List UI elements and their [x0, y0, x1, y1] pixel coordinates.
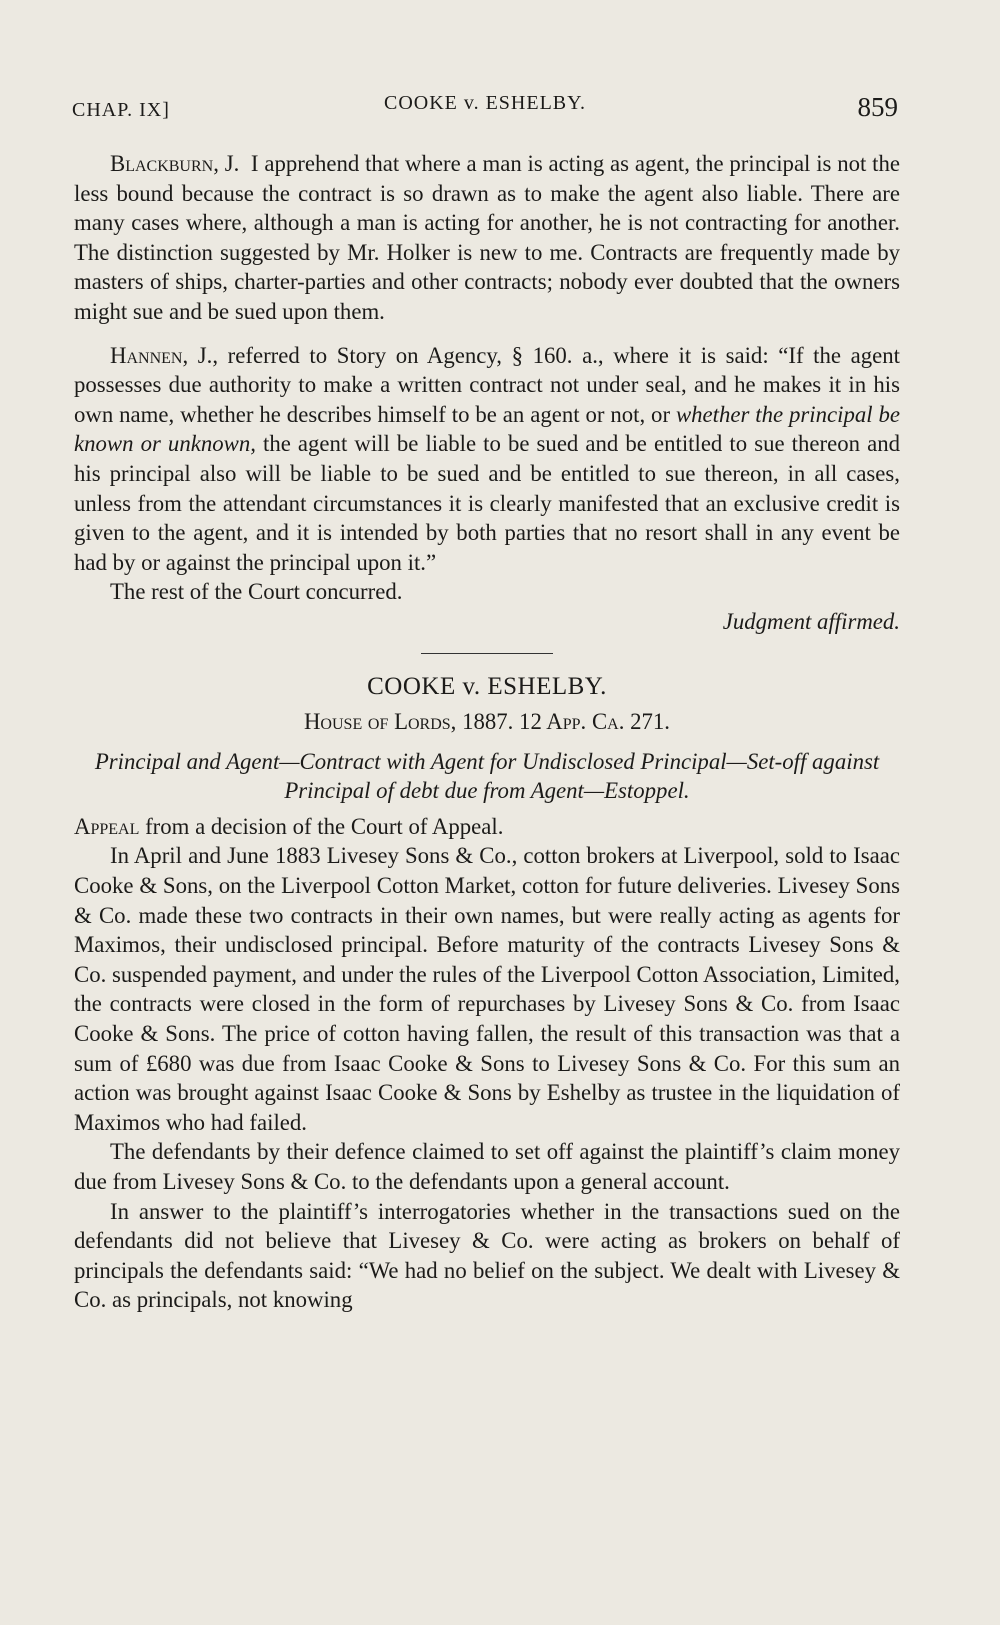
page-number: 859 — [857, 92, 898, 122]
hannen-paragraph — [74, 341, 900, 578]
hannen-text-before: , referred to Story on Agency, § 160. a., where it is said: “If the agent possesses due authority to make a written contract not under seal, and he makes it in his own name, whether he describes himself to be an agent or not, or — [74, 342, 900, 427]
speaker-hannen: Hannen, J. — [110, 342, 213, 368]
blackburn-paragraph — [74, 149, 900, 327]
appeal-text: from a decision of the Court of Appeal. — [139, 813, 504, 839]
blackburn-text: I apprehend that where a man is acting as agent, the principal is not the less bound because the contract is so drawn as to make the agent also liable. There are many cases where, although a man is acting for another, he is not contracting for another. The distinction suggested by Mr. Holker is new to me. Contracts are frequently made by masters of ships, charter-parties and other contracts; nobody ever doubted that the owners might sue and be sued upon them. — [74, 151, 900, 324]
case-title: COOKE v. ESHELBY. — [367, 672, 607, 700]
facts-paragraph-1: In April and June 1883 Livesey Sons & Co., cotton brokers at Liverpool, sold to Isaac Cooke & Sons, on the Liverpool Cotton Market, cotton for future deliveries. Livesey Sons & Co. made these two contracts in their own names, but were really acting as agents for Maximos, their undisclosed principal. Before maturity of the contracts Livesey Sons & Co. suspended payment, and under the rules of the Liverpool Cotton Association, Limited, the contracts were closed in the form of repurchases by Livesey Sons & Co. from Isaac Cooke & Sons. The price of cotton having fallen, the result of this transaction was that a sum of £680 was due from Isaac Cooke & Sons to Livesey Sons & Co. For this sum an action was brought against Isaac Cooke & Sons by Eshelby as trustee in the liquidation of Maximos who had failed. — [74, 843, 900, 1135]
facts-paragraph-2: The defendants by their defence claimed to set off against the plaintiff’s claim money due from Livesey Sons & Co. to the defendants upon a general account. — [74, 1139, 900, 1194]
section-divider — [421, 653, 553, 654]
case-headnote: Principal and Agent—Contract with Agent for Undisclosed Principal—Set-off against Principal of debt due from Agent—Estoppel. — [94, 748, 880, 804]
speaker-blackburn: Blackburn, J. — [110, 151, 240, 176]
judgment-line: Judgment affirmed. — [722, 608, 900, 634]
hannen-italic-phrase: whether the principal be known or unknown, — [74, 401, 900, 457]
running-header — [72, 92, 898, 132]
case-citation: House of Lords, 1887. 12 App. Ca. 271. — [303, 709, 671, 735]
chapter-label: CHAP. IX] — [72, 99, 170, 121]
page-body — [74, 149, 900, 1315]
appeal-line — [74, 812, 900, 842]
concurred-line: The rest of the Court concurred. — [110, 579, 403, 605]
appeal-label: Appeal — [74, 813, 140, 839]
running-title: COOKE v. ESHELBY. — [383, 92, 586, 114]
facts-paragraph-3: In answer to the plaintiff’s interrogatories whether in the transactions sued on the defendants did not believe that Livesey & Co. were acting as brokers on behalf of principals the defendants said: “We had no belief on the subject. We dealt with Livesey & Co. as principals, not knowing — [74, 1198, 900, 1313]
hannen-text-after: the agent will be liable to be sued and be entitled to sue thereon and his principal also will be liable to be sued and be entitled to sue thereon, in all cases, unless from the attendant circumstances it is clearly manifested that an exclusive credit is given to the agent, and it is intended by both parties that no resort shall in any event be had by or against the principal upon it.” — [74, 431, 900, 575]
